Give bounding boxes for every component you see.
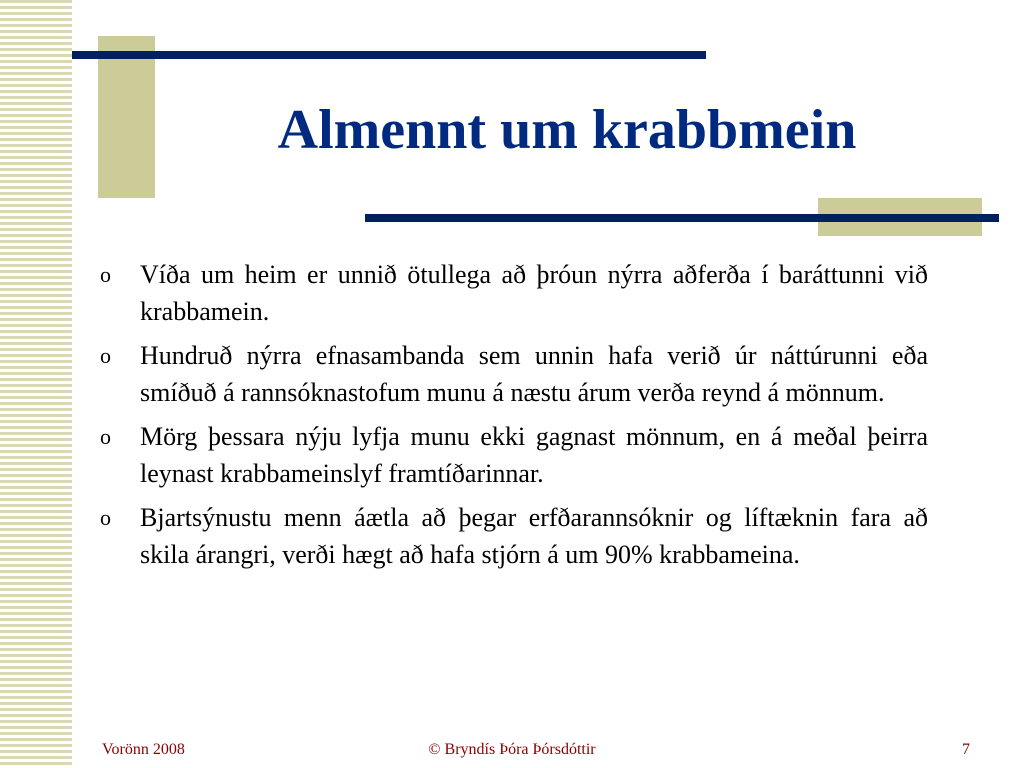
slide-title: Almennt um krabbmein xyxy=(277,99,857,161)
bullet-item xyxy=(100,337,928,411)
bullet-text: Hundruð nýrra efnasambanda sem unnin hafa verið úr náttúrunni eða smíðuð á rannsóknastofum munu á næstu árum verða reynd á mönnum. xyxy=(140,341,928,407)
footer-page-number: 7 xyxy=(962,741,970,758)
decorative-olive-block-top xyxy=(98,36,155,198)
footer-author: © Bryndís Þóra Þórsdóttir xyxy=(428,741,596,758)
decorative-line-bottom xyxy=(365,214,999,222)
footer-term: Vorönn 2008 xyxy=(102,741,185,758)
decorative-stripes xyxy=(0,0,72,768)
bullet-list xyxy=(100,256,928,580)
bullet-text: Bjartsýnustu menn áætla að þegar erfðarannsóknir og líftæknin fara að skila árangri, verði hægt að hafa stjórn á um 90% krabbameina. xyxy=(140,503,928,569)
bullet-circle-icon: o xyxy=(100,424,111,449)
bullet-item xyxy=(100,499,928,573)
bullet-text: Víða um heim er unnið ötullega að þróun nýrra aðferða í baráttunni við krabbamein. xyxy=(140,260,928,326)
bullet-circle-icon: o xyxy=(100,343,111,368)
bullet-circle-icon: o xyxy=(100,262,111,287)
bullet-circle-icon: o xyxy=(100,505,111,530)
bullet-item xyxy=(100,418,928,492)
bullet-item xyxy=(100,256,928,330)
bullet-text: Mörg þessara nýju lyfja munu ekki gagnast mönnum, en á meðal þeirra leynast krabbameinslyf framtíðarinnar. xyxy=(140,422,928,488)
decorative-line-top xyxy=(72,51,706,59)
